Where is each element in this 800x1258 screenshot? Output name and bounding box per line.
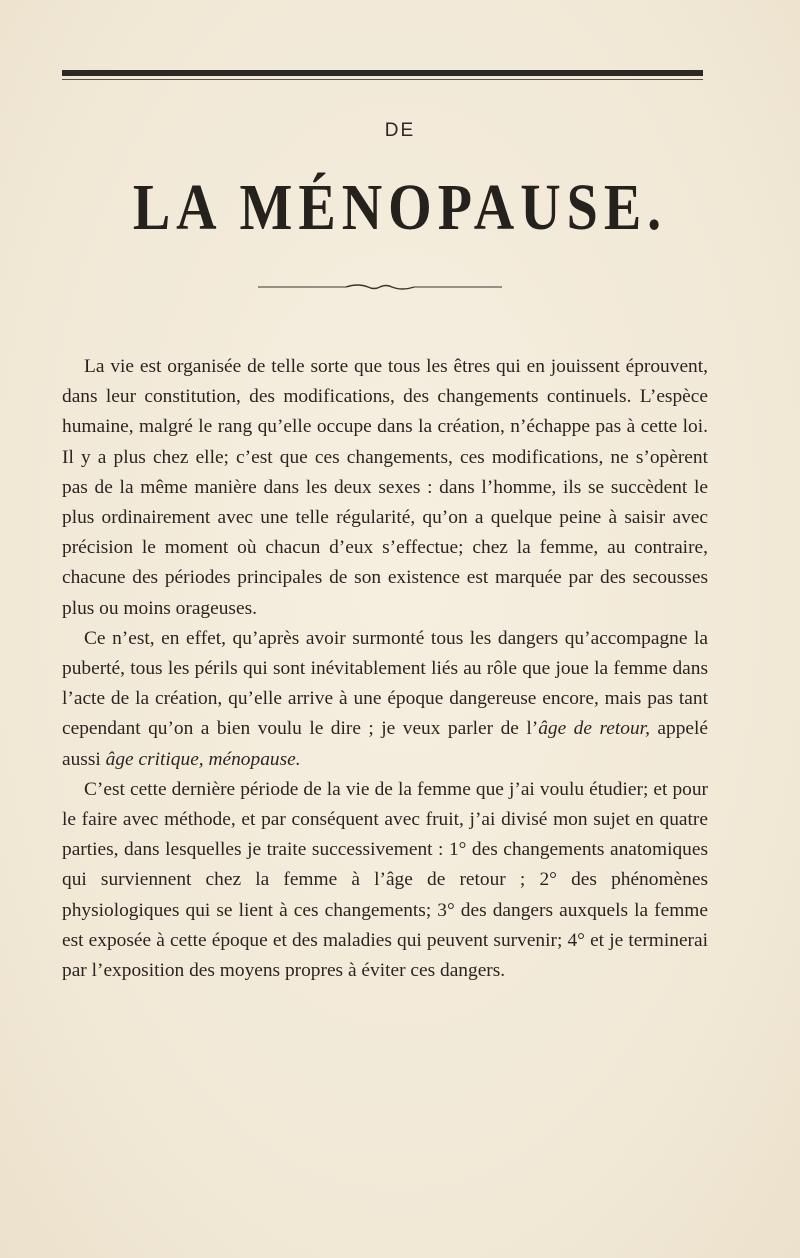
paragraph-1: La vie est organisée de telle sorte que tous les êtres qui en jouissent éprouvent, dans leur constitution, des modifications, des changements continuels. L’espèce humaine, malgré le rang qu’elle occupe dans la création, n’échappe pas à cette loi. Il y a plus chez elle; c’est que ces changements, ces modifications, ne s’opèrent pas de la même manière dans les deux sexes : dans l’homme, ils se succèdent le plus ordinairement avec une telle régularité, qu’on a quelque peine à saisir avec précision le moment où chacun d’eux s’effectue; chez la femme, au contraire, chacune des périodes principales de son existence est marquée par des secousses plus ou moins orageuses. xyxy=(62,356,708,619)
paragraph-2-italic-2: âge critique, ménopause. xyxy=(105,748,301,770)
ornament-divider xyxy=(258,282,502,292)
title-preposition: DE xyxy=(384,120,416,141)
paragraph-2 xyxy=(62,624,708,775)
page-title: LA MÉNOPAUSE. xyxy=(132,171,668,245)
paragraph-2-text-a: Ce n’est, en effet, qu’après avoir surmonté tous les dangers qu’accompagne la puberté, tous les périls qui sont inévitablement liés au rôle que joue la femme dans l’acte de la création, qu’elle arrive à une époque dangereuse encore, mais pas tant cependant qu’on a bien voulu le dire ; je veux parler de l’ xyxy=(62,627,708,740)
header-rule-thick xyxy=(62,70,703,76)
paragraph-2-text-b: appelé aussi xyxy=(62,718,708,770)
body-text xyxy=(62,352,708,986)
paragraph-2-italic-1: âge de retour, xyxy=(538,718,650,740)
header-rule-thin xyxy=(62,79,703,80)
paragraph-3: C’est cette dernière période de la vie de la femme que j’ai voulu étudier; et pour le faire avec méthode, et par conséquent avec fruit, j’ai divisé mon sujet en quatre parties, dans lesquelles je traite successivement : 1° des changements anatomiques qui surviennent chez la femme à l’âge de retour ; 2° des phénomènes physiologiques qui se lient à ces changements; 3° des dangers auxquels la femme est exposée à cette époque et des maladies qui peuvent survenir; 4° et je terminerai par l’exposition des moyens propres à éviter ces dangers. xyxy=(62,778,708,982)
